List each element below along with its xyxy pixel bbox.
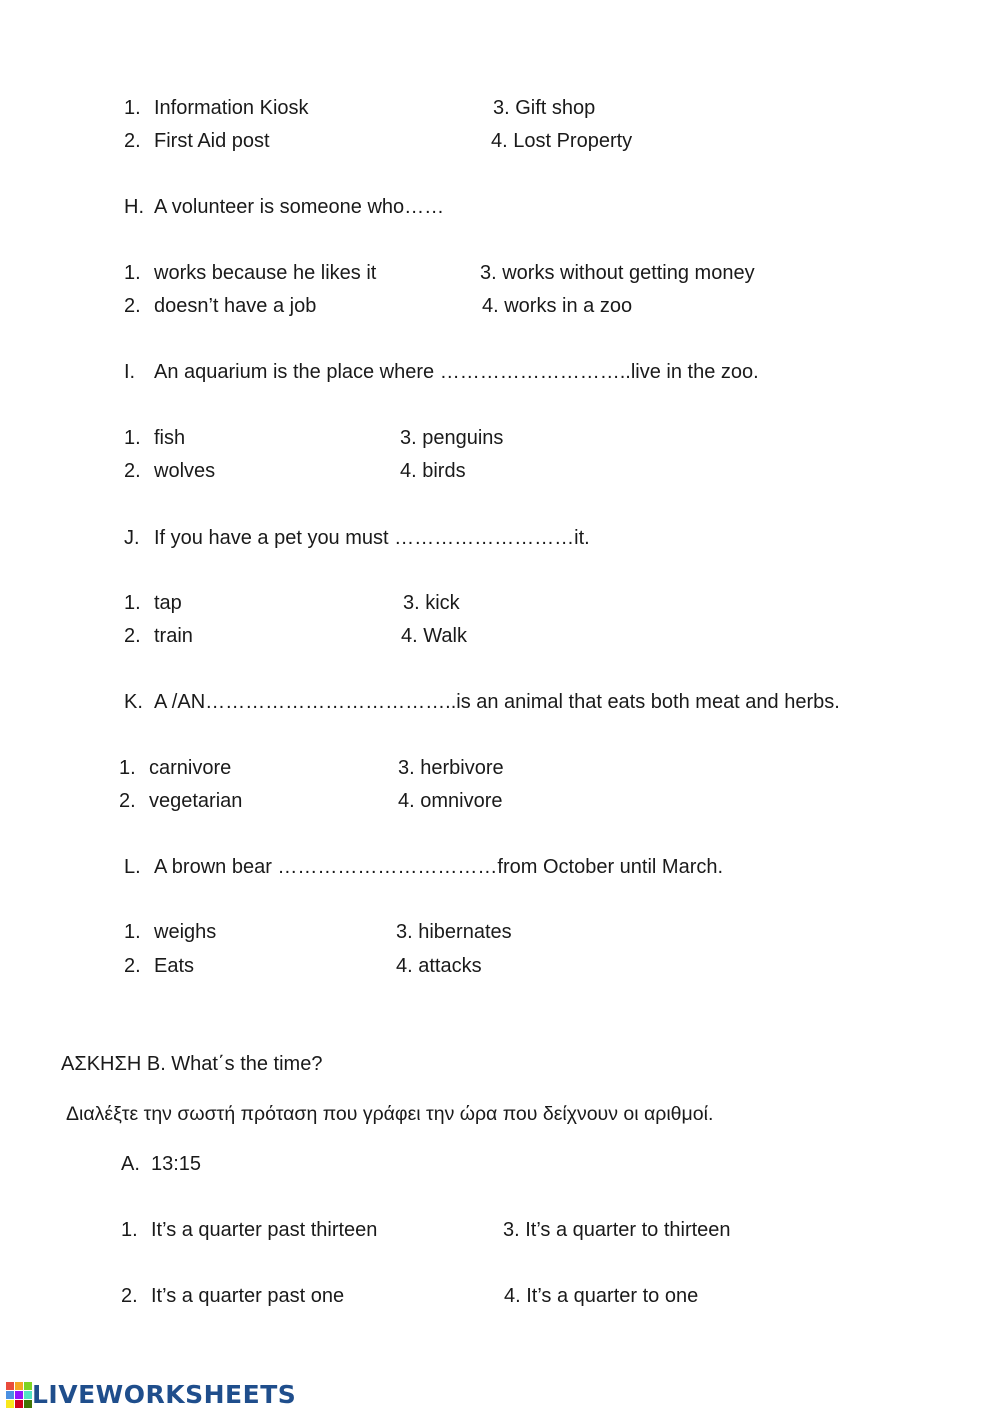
- option-b-a-1: 1. It’s a quarter past thirteen: [121, 1219, 378, 1241]
- question-k: K. A /AN………………………………..is an animal that eats both meat and herbs.: [124, 691, 840, 713]
- option-k-2: 2. vegetarian: [119, 790, 243, 812]
- option-k-3: 3. herbivore: [398, 757, 504, 779]
- option-h-1: 1. works because he likes it: [124, 262, 377, 284]
- option-h-3: 3. works without getting money: [480, 262, 755, 284]
- exercise-b-heading: ΑΣΚΗΣΗ Β. What΄s the time?: [61, 1053, 323, 1075]
- option-j-3: 3. kick: [403, 592, 460, 614]
- question-j: J. If you have a pet you must ………………………it.: [124, 527, 590, 549]
- option-l-2: 2. Eats: [124, 955, 195, 977]
- option-i-2: 2. wolves: [124, 460, 216, 482]
- option-b-a-2: 2. It’s a quarter past one: [121, 1285, 345, 1307]
- logo-text: LIVEWORKSHEETS: [32, 1380, 297, 1409]
- option-k-4: 4. omnivore: [398, 790, 503, 812]
- question-b-a: A. 13:15: [121, 1153, 202, 1175]
- liveworksheets-logo[interactable]: [6, 1380, 296, 1410]
- option-i-3: 3. penguins: [400, 427, 504, 449]
- option-j-4: 4. Walk: [401, 625, 467, 647]
- option-g-2: 2. First Aid post: [124, 130, 270, 152]
- option-g-1: 1. Information Kiosk: [124, 97, 309, 119]
- option-i-1: 1. fish: [124, 427, 186, 449]
- exercise-b-instruction: Διαλέξτε την σωστή πρόταση που γράφει την ώρα που δείχνουν οι αριθμοί.: [66, 1103, 714, 1125]
- option-g-4: 4. Lost Property: [491, 130, 633, 152]
- question-h: H. A volunteer is someone who……: [124, 196, 445, 218]
- option-h-4: 4. works in a zoo: [482, 295, 633, 317]
- question-i: I. An aquarium is the place where ………………………..live in the zoo.: [124, 361, 759, 383]
- option-b-a-4: 4. It’s a quarter to one: [504, 1285, 699, 1307]
- option-g-3: 3. Gift shop: [493, 97, 596, 119]
- option-j-1: 1. tap: [124, 592, 182, 614]
- option-k-1: 1. carnivore: [119, 757, 232, 779]
- option-h-2: 2. doesn’t have a job: [124, 295, 317, 317]
- option-l-1: 1. weighs: [124, 921, 217, 943]
- option-l-4: 4. attacks: [396, 955, 482, 977]
- option-j-2: 2. train: [124, 625, 193, 647]
- option-i-4: 4. birds: [400, 460, 466, 482]
- liveworksheets-logo-icon: [6, 1382, 32, 1408]
- option-b-a-3: 3. It’s a quarter to thirteen: [503, 1219, 731, 1241]
- option-l-3: 3. hibernates: [396, 921, 512, 943]
- question-l: L. A brown bear ……………………………from October until March.: [124, 856, 724, 878]
